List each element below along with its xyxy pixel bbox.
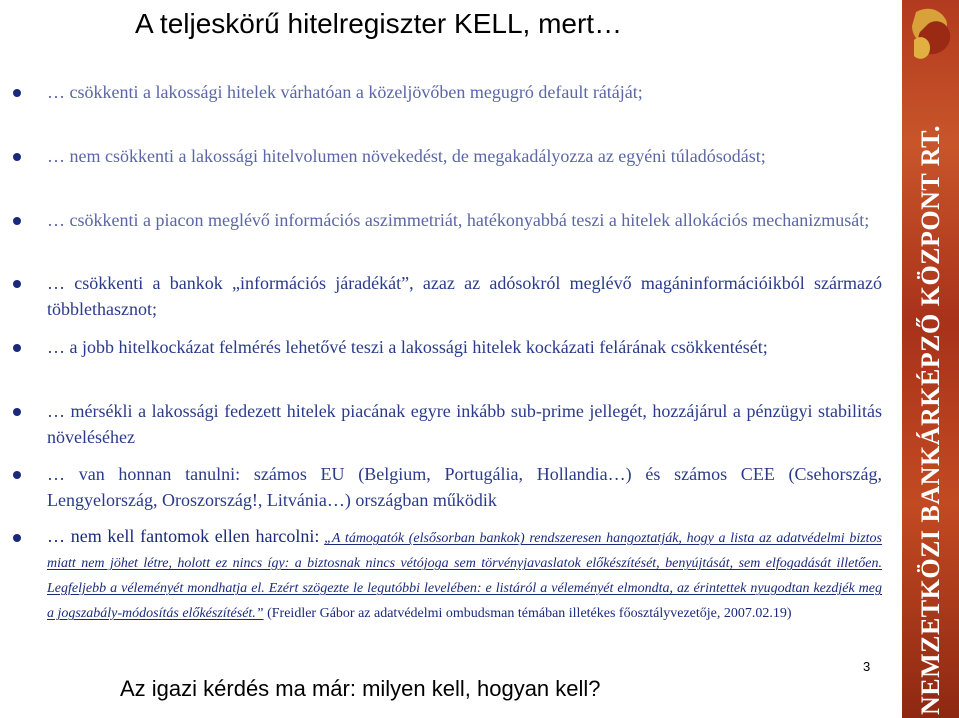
bullet-icon bbox=[13, 471, 21, 479]
autumn-leaves-icon bbox=[906, 4, 955, 64]
bullet-text: … nem csökkenti a lakossági hitelvolumen növekedést, de megakadályozza az egyéni túladósodást; bbox=[47, 146, 766, 166]
bullet-icon bbox=[13, 408, 21, 416]
bullet-text: … van honnan tanulni: számos EU (Belgium, Portugália, Hollandia…) és számos CEE (Csehország, Lengyelország, Oroszország!, Litvánia…) országban működik bbox=[47, 464, 882, 510]
bullet-icon bbox=[13, 153, 21, 161]
banner-text: NEMZETKÖZI BANKÁRKÉPZŐ KÖZPONT RT. bbox=[915, 124, 945, 716]
bullet-icon bbox=[13, 344, 21, 352]
closing-question: Az igazi kérdés ma már: milyen kell, hogyan kell? bbox=[120, 676, 601, 701]
bullet-icon bbox=[13, 217, 21, 225]
bullet-text bbox=[47, 524, 882, 626]
bullet-text: … csökkenti a piacon meglévő információs aszimmetriát, hatékonyabbá teszi a hitelek allokációs mechanizmusát; bbox=[47, 210, 870, 230]
bullet-icon bbox=[13, 280, 21, 288]
bullet-text: … csökkenti a lakossági hitelek várhatóan a közeljövőben megugró default rátáját; bbox=[47, 82, 643, 102]
bullet-text: … a jobb hitelkockázat felmérés lehetővé teszi a lakossági hitelek kockázati felárának csökkentését; bbox=[47, 337, 768, 357]
quote-text: „A támogatók (elsősorban bankok) rendszeresen hangoztatják, hogy a lista az adatvédelmi biztos miatt nem jöhet létre, holott ez nincs így: a biztosnak nincs vétójoga sem törvényjavaslatok előkészítését, benyújtását, sem elfogadását illetően. Legfeljebb a véleményét mondhatja el. Ezért szögezte le legutóbbi levelében: e listáról a véleményét elmondta, az érintettek nyugodtan kezdjék meg a jogszabály-módosítás előkészítését.” bbox=[47, 531, 882, 621]
page-number: 3 bbox=[863, 659, 871, 674]
bullet-text: … csökkenti a bankok „információs járadékát”, azaz az adósokról meglévő magáninformációikból származó többlethasznot; bbox=[47, 273, 882, 319]
slide-title: A teljeskörű hitelregiszter KELL, mert… bbox=[135, 8, 623, 39]
side-banner bbox=[902, 0, 959, 718]
bullet-icon bbox=[13, 534, 21, 542]
bullet-lead: … nem kell fantomok ellen harcolni: bbox=[47, 526, 320, 546]
quote-attribution: (Freidler Gábor az adatvédelmi ombudsman témában illetékes főosztályvezetője, 2007.02.19) bbox=[267, 606, 792, 621]
bullet-icon bbox=[13, 89, 21, 97]
bullet-text: … mérsékli a lakossági fedezett hitelek piacának egyre inkább sub-prime jellegét, hozzájárul a pénzügyi stabilitás növeléséhez bbox=[47, 401, 882, 447]
